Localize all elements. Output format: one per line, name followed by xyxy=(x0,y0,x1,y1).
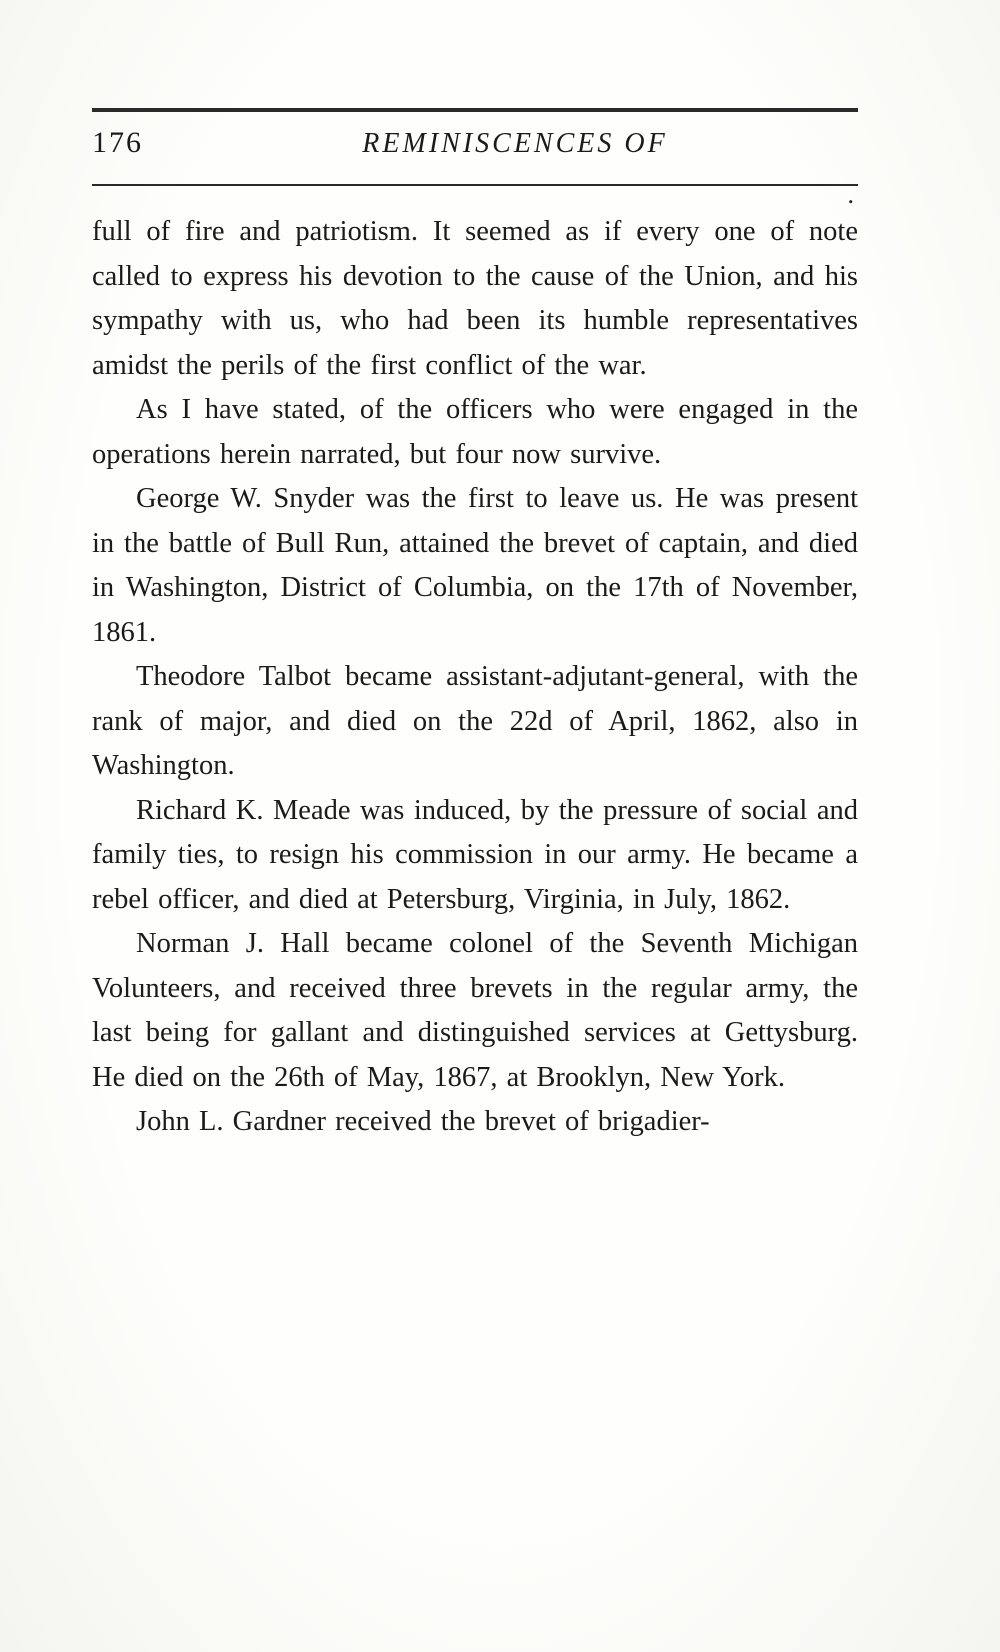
header-rule-bottom xyxy=(92,184,858,186)
paragraph: Theodore Talbot became assistant-adjutant-general, with the rank of major, and died on the 22d of April, 1862, also in Washington. xyxy=(92,661,858,781)
body-text xyxy=(92,210,858,1145)
page-number: 176 xyxy=(92,126,143,159)
paragraph: As I have stated, of the officers who were engaged in the operations herein narrated, but four now survive. xyxy=(92,394,858,470)
paragraph: John L. Gardner received the brevet of brigadier- xyxy=(136,1106,710,1137)
header-rule-top xyxy=(92,108,858,112)
paragraph: Richard K. Meade was induced, by the pressure of social and family ties, to resign his commission in our army. He became a rebel officer, and died at Petersburg, Virginia, in July, 1862. xyxy=(92,794,858,915)
paragraph: full of fire and patriotism. It seemed as if every one of note called to express his devotion to the cause of the Union, and his sympathy with us, who had been its humble representatives amidst the perils of the first conflict of the war. xyxy=(92,216,858,381)
text-block xyxy=(92,108,858,1145)
page-header xyxy=(92,126,858,172)
running-header-title: REMINISCENCES OF xyxy=(362,128,668,159)
paragraph: Norman J. Hall became colonel of the Seventh Michigan Volunteers, and received three brevets in the regular army, the last being for gallant and distinguished services at Gettysburg. He died on the 26th of May, 1867, at Brooklyn, New York. xyxy=(92,928,858,1093)
scan-speck: . xyxy=(847,180,854,209)
paragraph: George W. Snyder was the first to leave us. He was present in the battle of Bull Run, attained the brevet of captain, and died in Washington, District of Columbia, on the 17th of November, 1861. xyxy=(92,483,858,648)
